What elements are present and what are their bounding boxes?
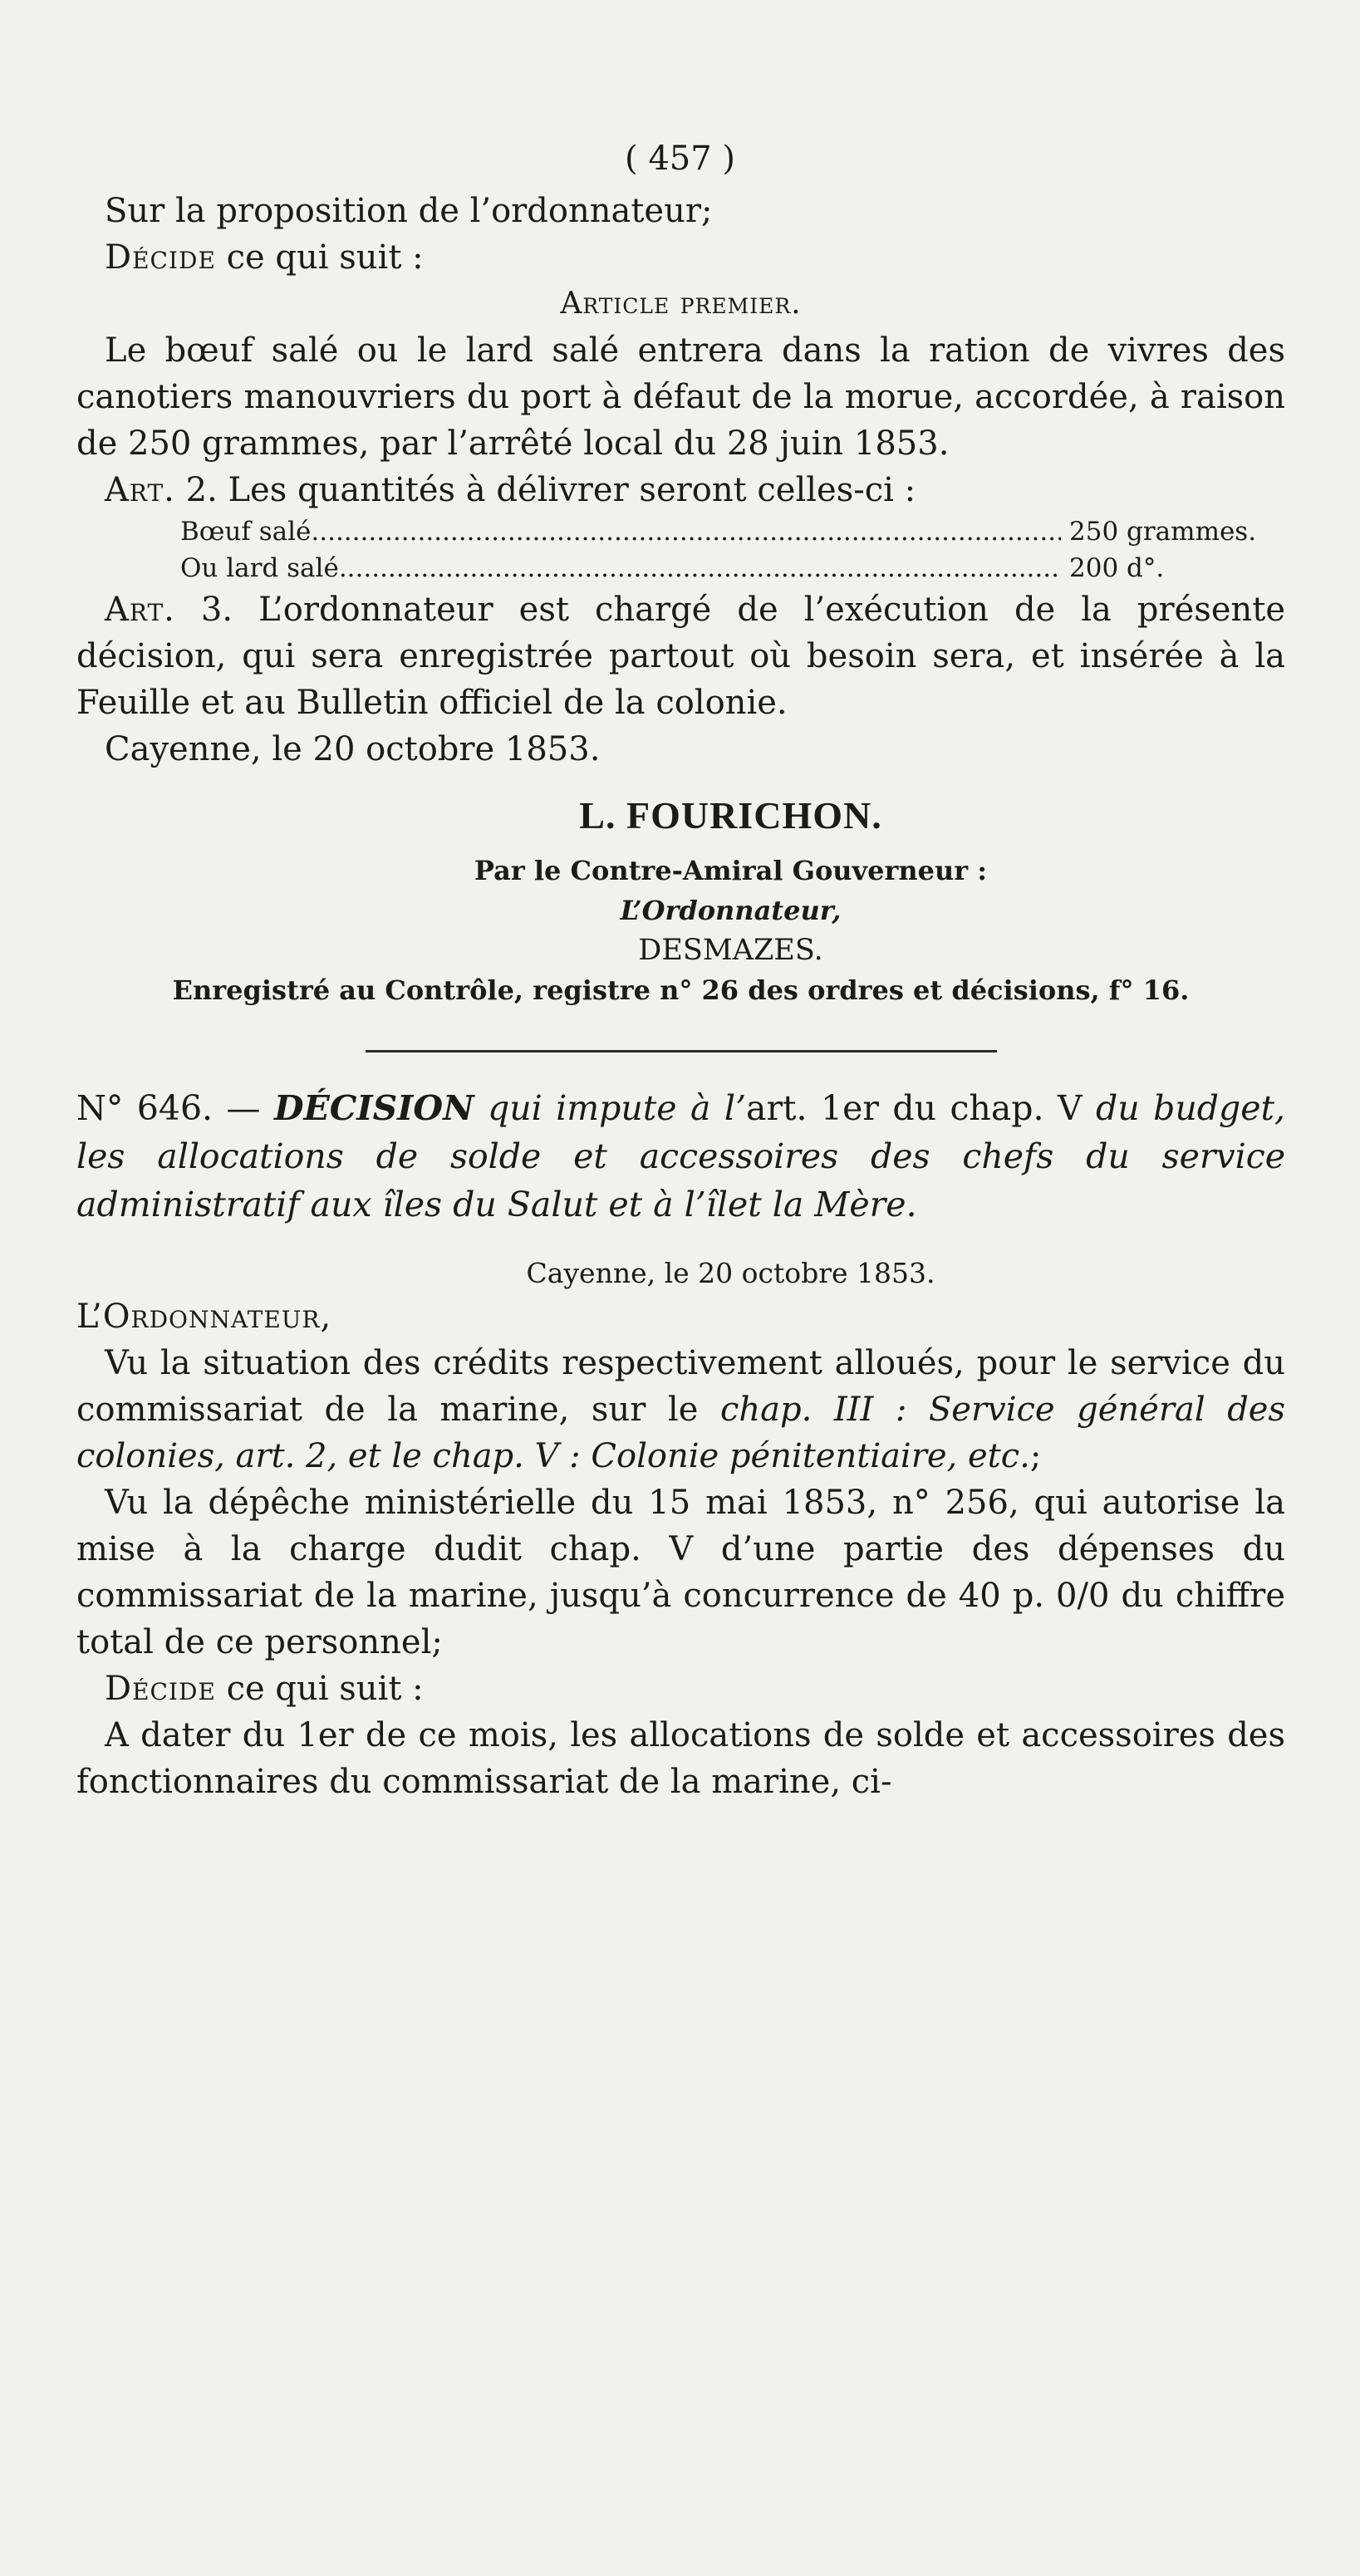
article1-text: Le bœuf salé ou le lard salé entrera dans la ration de vivres des canotiers manouvriers du port à défaut de la morue, accordée, à raison de 250 grammes, par l’arrêté local du 28 juin 1853. [76, 331, 1285, 463]
decide-word: Décide [105, 238, 216, 277]
leader-dots [339, 550, 1061, 586]
quantities-list [76, 513, 1285, 586]
vu1-part-b: chap. III : Service général des colonies, art. 2, et le chap. V : Colonie pénitentiaire, etc. [76, 1391, 1285, 1475]
decision-heading [76, 1084, 1285, 1229]
par-le-gouverneur: Par le Contre-Amiral Gouverneur : [474, 855, 988, 886]
decision-title-part1: qui impute à l’ [474, 1088, 747, 1128]
vu1-part-c: ; [1029, 1437, 1042, 1475]
decision-author: L’Ordonnateur, [76, 1298, 332, 1336]
decision-number: N° 646. — [76, 1088, 274, 1128]
vu-depeche: Vu la dépêche ministérielle du 15 mai 1853, n° 256, qui autorise la mise à la charge dudit chap. V d’une partie des dépenses du commissariat de la marine, jusqu’à concurrence de 40 p. 0/0 du chiffre total de ce personnel; [76, 1484, 1285, 1661]
decision-date: Cayenne, le 20 octobre 1853. [526, 1257, 935, 1289]
quantity-row-lard [76, 550, 1244, 586]
ordonnateur-title: L’Ordonnateur, [620, 895, 842, 926]
quantity-label: Ou lard salé [180, 553, 339, 583]
article2-line [76, 467, 1285, 513]
art3-text: 3. L’ordonnateur est chargé de l’exécution de la présente décision, qui sera enregistrée partout où besoin sera, et insérée à la Feuille et au Bulletin officiel de la colonie. [76, 591, 1285, 722]
place-date: Cayenne, le 20 octobre 1853. [105, 730, 601, 768]
decision-title-bold: DÉCISION [273, 1088, 474, 1128]
proposition-line: Sur la proposition de l’ordonnateur; [105, 192, 713, 230]
quantity-value: 200 d°. [1069, 553, 1165, 583]
decision-decide-line [76, 1666, 1285, 1712]
art2-text: 2. Les quantités à délivrer seront celles-ci : [174, 471, 916, 509]
decide-word: Décide [105, 1670, 216, 1708]
quantity-value: 250 grammes. [1069, 517, 1257, 547]
vu1-part-a: Vu la situation des crédits respectivement alloués, pour le service du commissariat de la marine, sur le [76, 1344, 1285, 1429]
ordonnateur-name: DESMAZES. [638, 934, 823, 967]
decide-line [76, 234, 1285, 281]
registration-note: Enregistré au Contrôle, registre n° 26 des ordres et décisions, f° 16. [172, 974, 1190, 1006]
decide-rest: ce qui suit : [215, 238, 424, 277]
art3-label: Art. [105, 591, 175, 629]
decision-title-article: art. 1er du chap. V [746, 1088, 1083, 1128]
article3-text [76, 586, 1285, 726]
article-premier-heading: Article premier. [560, 287, 802, 321]
signature-fourichon: L. FOURICHON. [579, 794, 882, 837]
page-number: ( 457 ) [625, 140, 735, 178]
decide-rest: ce qui suit : [215, 1670, 424, 1708]
decision-title-part2: du budget, les allocations de solde et accessoires des chefs du service administratif aux îles du Salut et à l’îlet la Mère. [76, 1088, 1285, 1224]
decision-final-text: A dater du 1er de ce mois, les allocations de solde et accessoires des fonctionnaires du commissariat de la marine, ci- [76, 1716, 1285, 1801]
leader-dots [311, 513, 1061, 550]
quantity-row-beef [76, 513, 1257, 550]
vu-situation [76, 1340, 1285, 1479]
art2-label: Art. [105, 471, 175, 509]
quantity-label: Bœuf salé [180, 517, 312, 547]
